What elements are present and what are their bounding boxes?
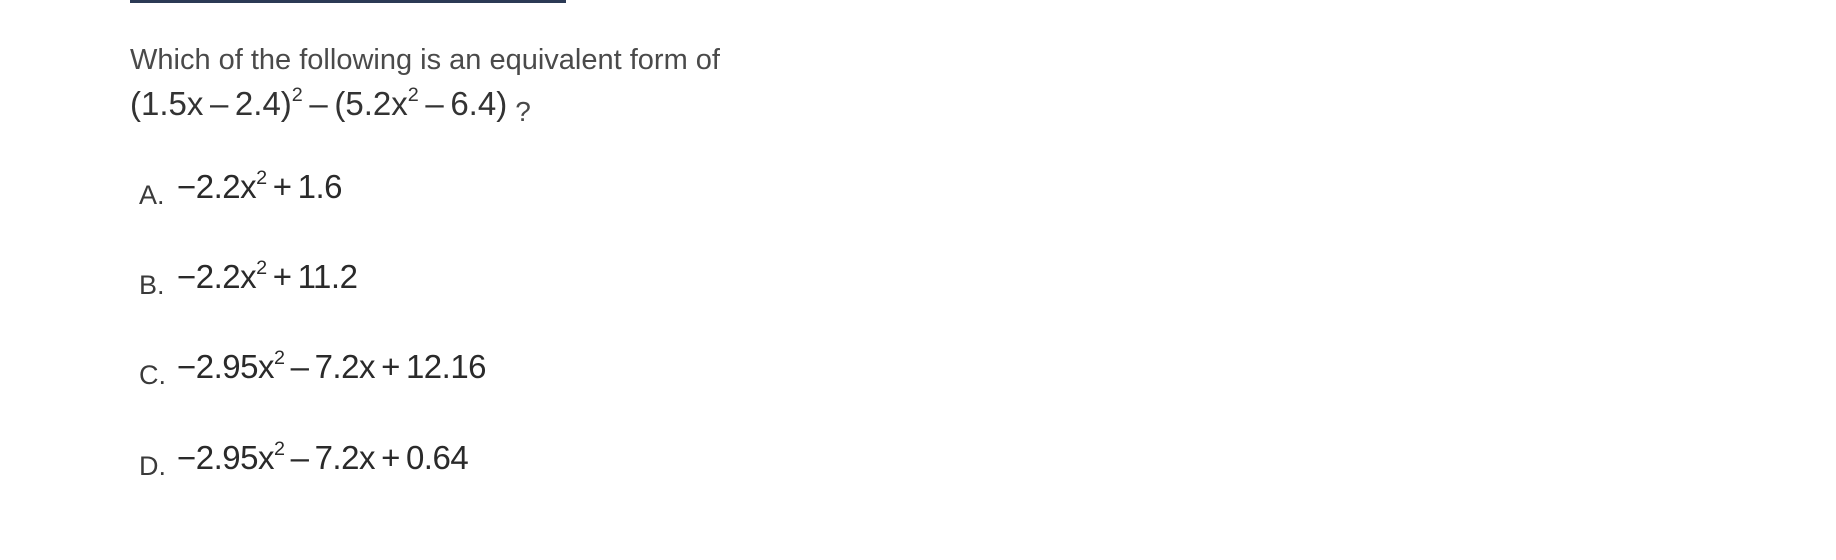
option-exponent: 2 [274,347,285,369]
option-math [177,168,342,205]
question-expression [130,84,531,126]
option-math-base: −2.95x [177,439,274,476]
expr-part-3: – 6.4) [418,85,508,122]
option-math [177,348,486,385]
option-letter: B. [139,270,165,300]
option-letter: D. [139,451,166,481]
option-math [177,258,357,295]
expr-exponent-2: 2 [407,84,419,106]
option-exponent: 2 [274,438,285,460]
option-math-rest: + 1.6 [266,168,343,205]
option-math-rest: – 7.2x + 0.64 [284,439,469,476]
option-exponent: 2 [256,257,267,279]
expr-part-2: – (5.2x [302,85,408,122]
answer-option-b[interactable] [139,257,358,300]
question-mark: ? [515,96,531,127]
option-math-base: −2.2x [177,258,257,295]
top-divider [130,0,566,3]
option-math-rest: – 7.2x + 12.16 [284,348,487,385]
answer-option-c[interactable] [139,347,487,390]
answer-option-d[interactable] [139,438,469,481]
option-math-rest: + 11.2 [266,258,358,295]
question-prompt: Which of the following is an equivalent form of [130,44,720,76]
option-math-base: −2.2x [177,168,257,205]
option-math-base: −2.95x [177,348,274,385]
option-math [177,439,468,476]
expr-exponent-1: 2 [291,84,303,106]
option-exponent: 2 [256,167,267,189]
expr-part-1: (1.5x – 2.4) [130,85,292,122]
option-letter: A. [139,180,165,210]
answer-option-a[interactable] [139,167,343,210]
option-letter: C. [139,360,166,390]
